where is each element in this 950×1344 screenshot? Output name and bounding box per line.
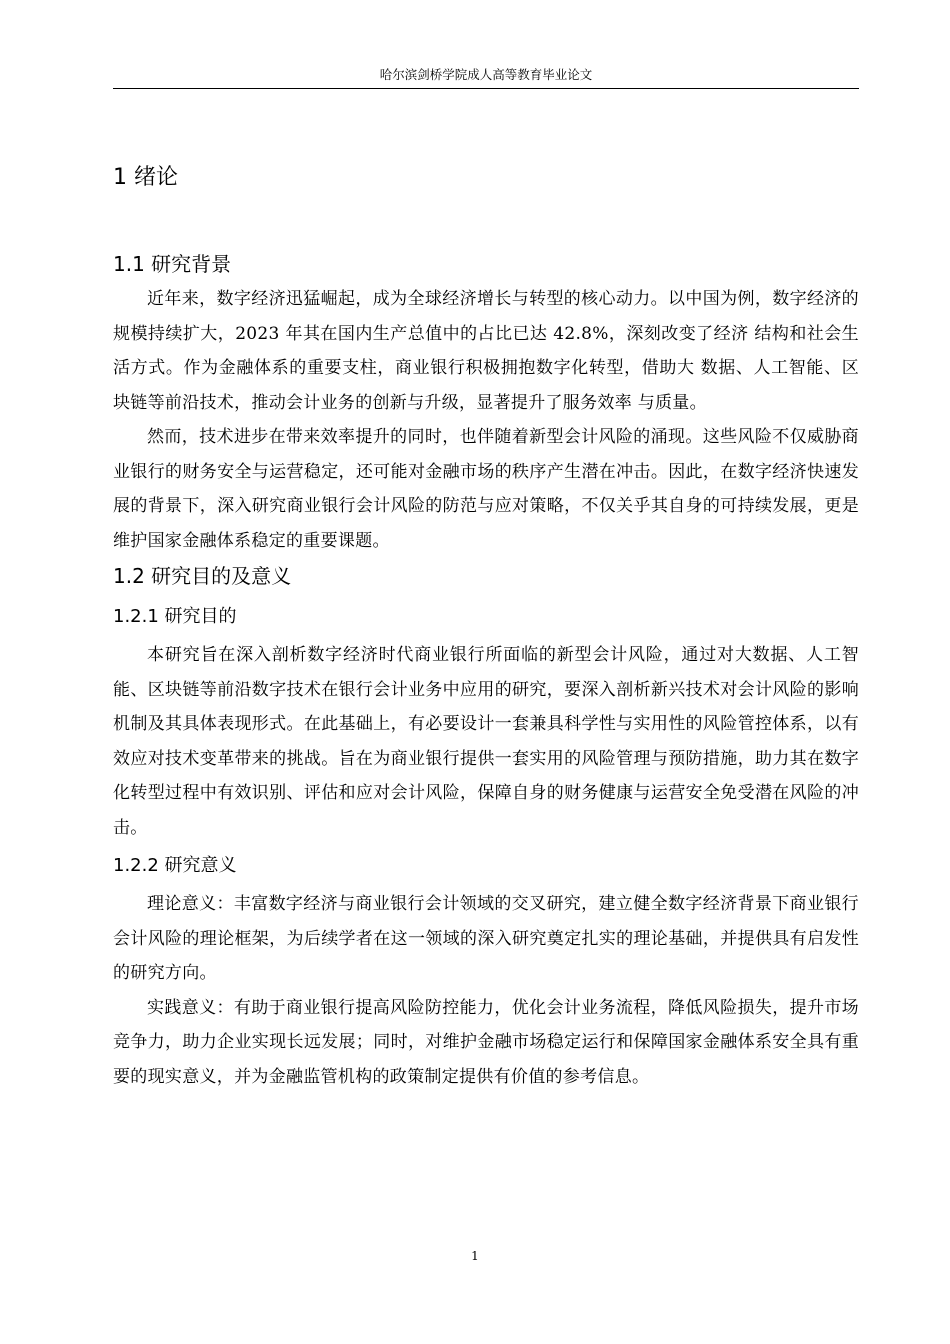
chapter-title: 1 绪论: [113, 165, 178, 190]
page-number: 1: [471, 1249, 479, 1263]
section-1-2-1-title: 1.2.1 研究目的: [113, 606, 237, 627]
document-body: [113, 160, 859, 1094]
section-1-1-paragraph-1: 近年来，数字经济迅猛崛起，成为全球经济增长与转型的核心动力。以中国为例，数字经济的规模持续扩大，2023 年其在国内生产总值中的占比已达 42.8%，深刻改变了经济 结构和社会生活方式。作为金融体系的重要支柱，商业银行积极拥抱数字化转型，借助大 数据、人工智能、区块链等前沿技术，推动会计业务的创新与升级，显著提升了服务效率 与质量。: [113, 289, 859, 413]
section-1-1-paragraph-2: 然而，技术进步在带来效率提升的同时，也伴随着新型会计风险的涌现。这些风险不仅威胁商业银行的财务安全与运营稳定，还可能对金融市场的秩序产生潜在冲击。因此，在数字经济快速发展的背景下，深入研究商业银行会计风险的防范与应对策略，不仅关乎其自身的可持续发展，更是维护国家金融体系稳定的重要课题。: [113, 427, 859, 551]
section-1-2-2-paragraph-1: 理论意义：丰富数字经济与商业银行会计领域的交叉研究，建立健全数字经济背景下商业银行会计风险的理论框架，为后续学者在这一领域的深入研究奠定扎实的理论基础，并提供具有启发性的研究方向。: [113, 894, 859, 983]
section-1-2-1-paragraph-1: 本研究旨在深入剖析数字经济时代商业银行所面临的新型会计风险，通过对大数据、人工智能、区块链等前沿数字技术在银行会计业务中应用的研究，要深入剖析新兴技术对会计风险的影响机制及其具体表现形式。在此基础上，有必要设计一套兼具科学性与实用性的风险管控体系，以有效应对技术变革带来的挑战。旨在为商业银行提供一套实用的风险管理与预防措施，助力其在数字化转型过程中有效识别、评估和应对会计风险，保障自身的财务健康与运营安全免受潜在风险的冲击。: [113, 645, 859, 838]
section-1-2-title: 1.2 研究目的及意义: [113, 564, 292, 588]
section-1-2-2-title: 1.2.2 研究意义: [113, 855, 237, 876]
running-header-title: 哈尔滨剑桥学院成人高等教育毕业论文: [379, 67, 593, 82]
section-1-2-2-paragraph-2: 实践意义：有助于商业银行提高风险防控能力，优化会计业务流程，降低风险损失，提升市场竞争力，助力企业实现长远发展；同时，对维护金融市场稳定运行和保障国家金融体系安全具有重要的现实意义，并为金融监管机构的政策制定提供有价值的参考信息。: [113, 997, 859, 1087]
running-header: [113, 66, 859, 89]
section-1-1-title: 1.1 研究背景: [113, 252, 232, 276]
